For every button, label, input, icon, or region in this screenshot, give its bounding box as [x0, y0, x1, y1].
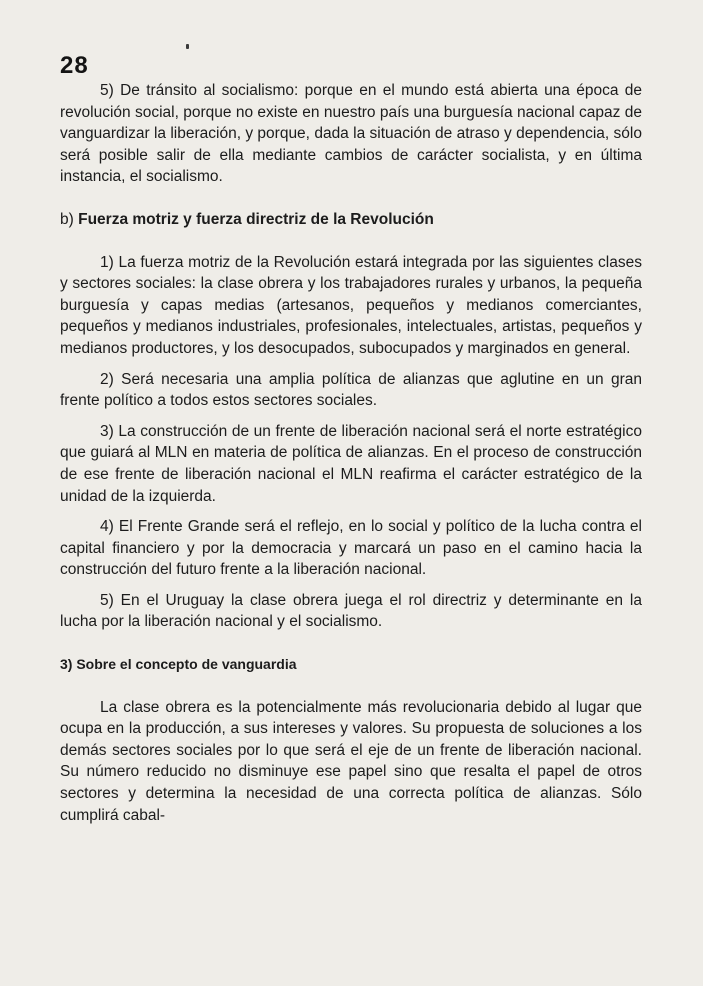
page-content: [60, 80, 642, 826]
paragraph-b-2: 2) Será necesaria una amplia política de alianzas que aglutine en un gran frente político a todos estos sectores sociales.: [60, 370, 642, 410]
paragraph-intro-5: 5) De tránsito al socialismo: porque en el mundo está abierta una época de revolución social, porque no existe en nuestro país una burguesía nacional capaz de vanguardizar la liberación, y porque, dada la situación de atraso y dependencia, sólo será posible salir de ella mediante cambios de carácter socialista, y en última instancia, el socialismo.: [60, 82, 642, 186]
section-heading-b-title: Fuerza motriz y fuerza directriz de la Revolución: [78, 210, 434, 228]
paragraph-b-5: 5) En el Uruguay la clase obrera juega el rol directriz y determinante en la lucha por la liberación nacional y el socialismo.: [60, 591, 642, 631]
paragraph-b-3: 3) La construcción de un frente de liberación nacional será el norte estratégico que guiará al MLN en materia de política de alianzas. En el proceso de construcción de ese frente de liberación nacional el MLN reafirma el carácter estratégico de la unidad de la izquierda.: [60, 422, 642, 505]
section-heading-3: 3) Sobre el concepto de vanguardia: [60, 656, 297, 673]
paragraph-3-1: La clase obrera es la potencialmente más revolucionaria debido al lugar que ocupa en la producción, a sus intereses y valores. Su propuesta de soluciones a los demás sectores sociales por lo que será el eje de un frente de liberación nacional. Su número reducido no disminuye ese papel sino que resalta el papel de otros sectores y determina la necesidad de una correcta política de alianzas. Sólo cumplirá cabal-: [60, 698, 642, 824]
paragraph-b-1: 1) La fuerza motriz de la Revolución estará integrada por las siguientes clases y sectores sociales: la clase obrera y los trabajadores rurales y urbanos, la pequeña burguesía y capas medias (artesanos, pequeños y medianos comerciantes, pequeños y medianos industriales, profesionales, intelectuales, artistas, pequeños y medianos productores, y los desocupados, subocupados y marginados en general.: [60, 253, 642, 357]
section-heading-b-prefix: b): [60, 210, 74, 228]
section-heading-b: [60, 209, 642, 231]
print-speck: [186, 44, 189, 49]
page-number: 28: [60, 52, 89, 79]
paragraph-b-4: 4) El Frente Grande será el reflejo, en lo social y político de la lucha contra el capital financiero y por la democracia y marcará un paso en el camino hacia la construcción del futuro frente a la liberación nacional.: [60, 518, 642, 579]
